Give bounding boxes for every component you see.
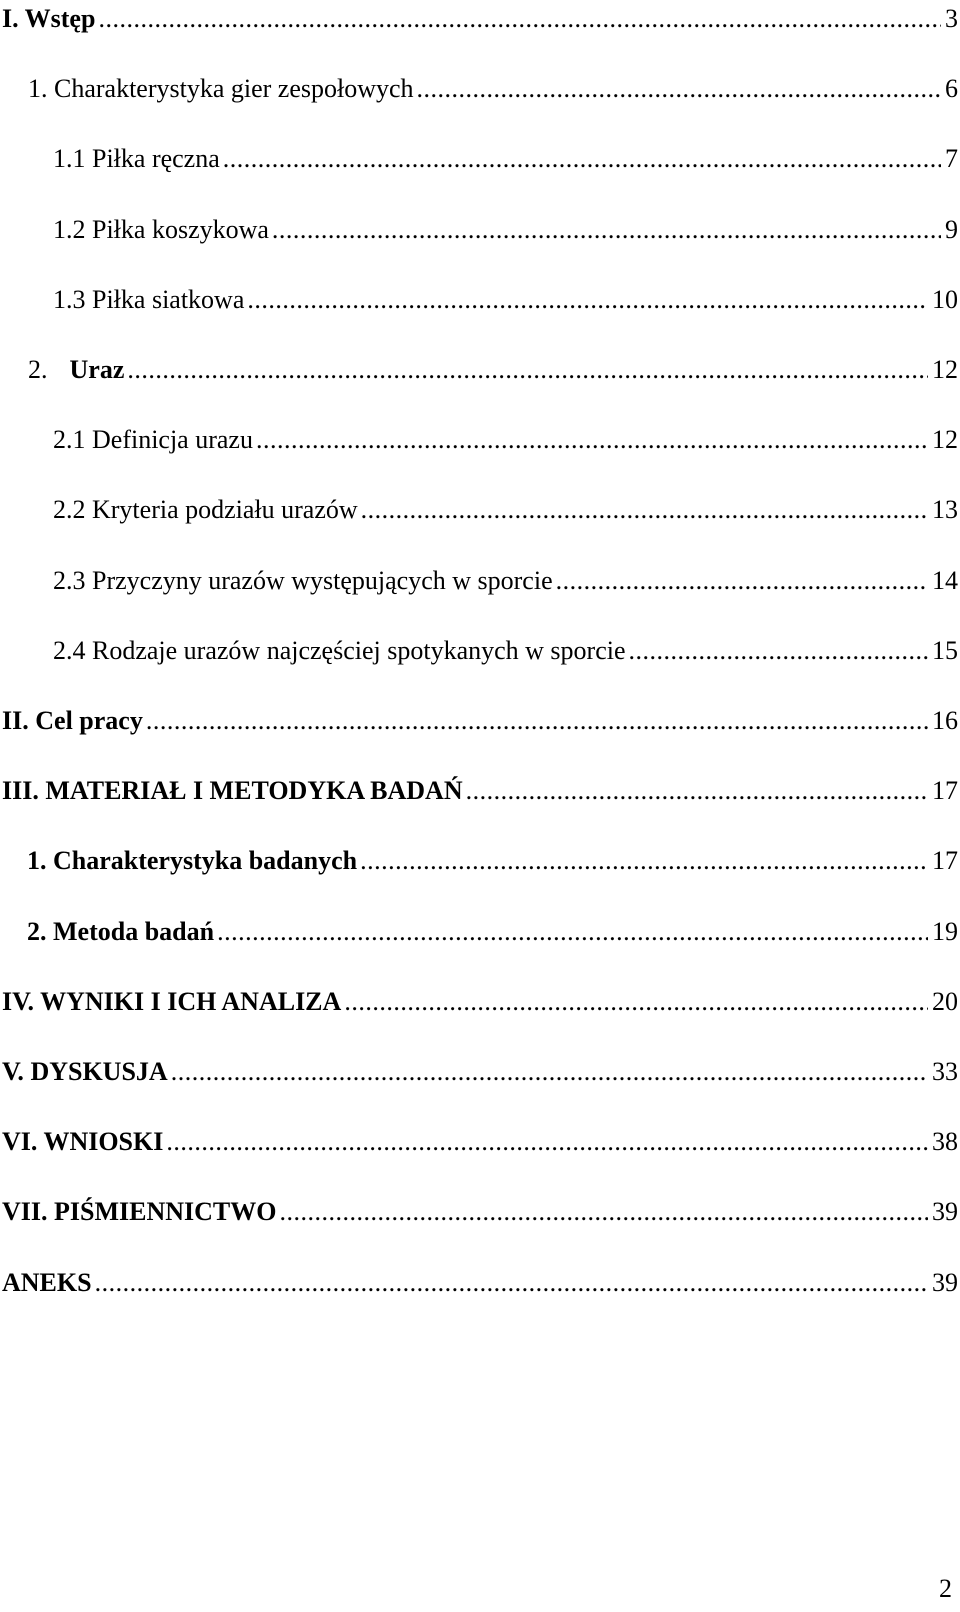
toc-entry[interactable] (53, 205, 958, 245)
toc-entry[interactable] (2, 0, 958, 34)
toc-entry[interactable] (28, 345, 958, 385)
toc-entry-title: Przyczyny urazów występujących w sporcie (92, 565, 553, 595)
toc-entry-page: 12 (932, 355, 958, 384)
toc-entry-page: 17 (932, 776, 958, 806)
toc-entry-number: 2.4 (53, 635, 86, 665)
toc-entry[interactable] (2, 1258, 958, 1298)
toc-entry-label (53, 636, 629, 666)
toc-entry-title: WNIOSKI (43, 1127, 164, 1157)
toc-entry-number: 2.2 (53, 495, 86, 525)
toc-entry-label (2, 706, 146, 736)
toc-entry[interactable] (53, 556, 958, 596)
toc-entry-title: Piłka siatkowa (92, 284, 245, 314)
dot-leader (146, 706, 928, 736)
toc-entry-label (28, 74, 417, 104)
toc-entry-number: II. (2, 706, 29, 735)
toc-entry-title: Rodzaje urazów najczęściej spotykanych w sporcie (92, 635, 626, 665)
dot-leader (629, 636, 928, 666)
toc-entry-title: Metoda badań (53, 916, 215, 946)
toc-entry-title: Cel pracy (35, 706, 143, 735)
toc-entry-label (28, 355, 127, 385)
toc-entry-page: 38 (932, 1127, 958, 1157)
toc-entry-label (2, 1268, 95, 1298)
toc-entry[interactable] (2, 696, 958, 736)
toc-entry-label (2, 1127, 166, 1157)
dot-leader (95, 1268, 928, 1298)
toc-entry-number: 2.1 (53, 425, 86, 455)
toc-entry-label (27, 917, 217, 947)
dot-leader (256, 425, 928, 455)
toc-entry[interactable] (2, 977, 958, 1017)
toc-entry-page: 7 (945, 144, 958, 174)
dot-leader (223, 144, 941, 174)
toc-entry-number: 1.2 (53, 214, 86, 244)
toc-entry-title: Piłka ręczna (92, 144, 220, 174)
dot-leader (556, 566, 928, 596)
toc-entry-title: Kryteria podziału urazów (92, 495, 358, 525)
toc-entry[interactable] (2, 1187, 958, 1227)
toc-entry-label (53, 425, 256, 455)
toc-entry-number: 2. (27, 916, 47, 946)
toc-entry-label (53, 566, 556, 596)
toc-entry-number: 2.3 (53, 565, 86, 595)
toc-entry-number: 1. (28, 74, 48, 104)
dot-leader (98, 4, 941, 34)
toc-entry-page: 13 (932, 495, 958, 525)
toc-entry-number: V. (2, 1057, 24, 1086)
toc-entry-label (2, 776, 466, 806)
toc-entry-title: WYNIKI I ICH ANALIZA (40, 986, 342, 1016)
toc-entry-title: Piłka koszykowa (92, 214, 269, 244)
toc-entry-number: IV. (2, 986, 35, 1016)
toc-entry-label (2, 1197, 280, 1227)
toc-entry-label (2, 4, 98, 34)
toc-entry-label (2, 1057, 171, 1087)
toc-entry[interactable] (27, 907, 958, 947)
dot-leader (217, 917, 928, 947)
toc-entry-title: Charakterystyka badanych (53, 846, 358, 876)
dot-leader (127, 355, 928, 385)
dot-leader (344, 987, 928, 1017)
toc-entry-number: 1. (27, 846, 47, 876)
dot-leader (361, 495, 928, 525)
toc-entry-label (53, 144, 223, 174)
toc-entry[interactable] (2, 1117, 958, 1157)
toc-entry[interactable] (53, 485, 958, 525)
dot-leader (466, 776, 928, 806)
toc-entry-number: I. (2, 4, 19, 33)
toc-entry-page: 19 (932, 916, 958, 946)
dot-leader (417, 74, 941, 104)
toc-entry-number: 1.1 (53, 144, 86, 174)
toc-entry[interactable] (27, 836, 958, 876)
dot-leader (280, 1197, 929, 1227)
toc-entry-title: Charakterystyka gier zespołowych (54, 74, 414, 104)
toc-entry-page: 9 (945, 214, 958, 244)
toc-entry[interactable] (53, 415, 958, 455)
dot-leader (272, 215, 941, 245)
toc-entry-title: ANEKS (2, 1267, 92, 1297)
toc-entry-label (53, 495, 361, 525)
dot-leader (166, 1127, 928, 1157)
toc-entry-number: III. (2, 776, 39, 806)
toc-entry-page: 20 (932, 986, 958, 1016)
toc-entry[interactable] (2, 1047, 958, 1087)
toc-entry-page: 16 (932, 706, 958, 735)
dot-leader (247, 285, 928, 315)
toc-entry-title: Uraz (69, 355, 125, 384)
toc-entry-title: DYSKUSJA (30, 1057, 168, 1086)
toc-entry[interactable] (2, 766, 958, 806)
toc-entry-page: 15 (932, 635, 958, 665)
toc-entry-page: 39 (932, 1197, 958, 1227)
toc-entry-label (53, 285, 247, 315)
toc-entry-number: 1.3 (53, 284, 86, 314)
toc-entry-page: 17 (932, 846, 958, 876)
toc-entry-page: 12 (932, 425, 958, 455)
toc-entry-title: Wstęp (24, 4, 96, 33)
toc-entry-page: 6 (945, 74, 958, 104)
toc-entry-page: 10 (932, 284, 958, 314)
toc-entry[interactable] (53, 626, 958, 666)
toc-entry-page: 14 (932, 565, 958, 595)
toc-entry-label (2, 987, 344, 1017)
dot-leader (171, 1057, 928, 1087)
toc-entry[interactable] (53, 134, 958, 174)
toc-entry[interactable] (28, 64, 958, 104)
toc-entry-title: PIŚMIENNICTWO (54, 1197, 277, 1227)
toc-entry-page: 3 (945, 4, 958, 33)
toc-entry-number: VI. (2, 1127, 38, 1157)
toc-entry-title: MATERIAŁ I METODYKA BADAŃ (45, 776, 463, 806)
toc-entry-label (53, 215, 272, 245)
toc-entry-page: 39 (932, 1267, 958, 1297)
toc-entry[interactable] (53, 275, 958, 315)
toc-entry-title: Definicja urazu (92, 425, 253, 455)
dot-leader (360, 846, 928, 876)
toc-entry-number: VII. (2, 1197, 48, 1227)
toc-entry-label (27, 846, 360, 876)
toc-entry-page: 33 (932, 1057, 958, 1086)
toc-entry-number: 2. (28, 355, 48, 384)
page-number: 2 (939, 1574, 952, 1603)
